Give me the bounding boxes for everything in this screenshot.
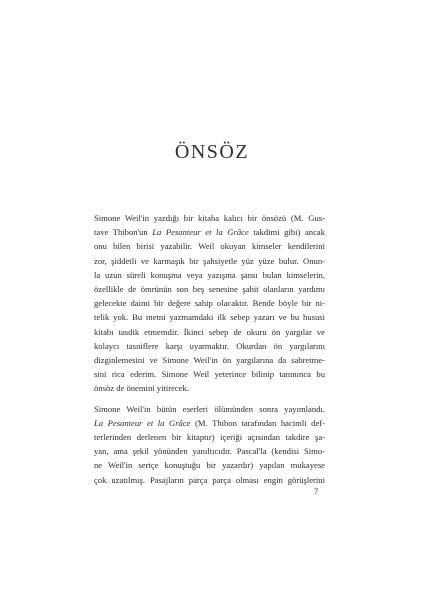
page-number: 7 (314, 486, 319, 496)
body-text (94, 211, 325, 493)
text-line: özellikle de ömrünün son beş senesine şahit olanların yardımı (94, 284, 325, 295)
text-line: çok uzatılmış. Pasajların parça parça olması engin görüşlerini (94, 474, 325, 485)
text-line: terlerinden derlenen bir kitaptır) içeriği açısından takdire şa- (94, 432, 325, 443)
text-line: tave Thibon'un La Pesanteur et la Grâce takdimi gibi) ancak (94, 227, 325, 238)
book-title: La Pesanteur et la Grâce (152, 227, 249, 238)
book-title: La Pesanteur et la Grâce (94, 417, 191, 428)
text-line: yan, ama şekil yönünden yanıltıcıdır. Pascal'la (kendisi Simo- (94, 446, 325, 457)
text-line: ne Weil'in sertçe konuştuğu bir yazardır) yapılan mukayese (94, 460, 325, 471)
text-line: la uzun süreli konuşma veya yazışma şansı bulan kimselerin, (94, 269, 325, 280)
paragraph (94, 211, 325, 396)
text-line: Simone Weil'in bütün eserleri ölümünden sonra yayımlandı. (94, 403, 325, 414)
text-line: Simone Weil'in yazdığı bir kitaba kalıcı bir önsözü (M. Gus- (94, 213, 325, 223)
page-title: ÖNSÖZ (174, 141, 250, 164)
text-line: onu bilen birisi yazabilir. Weil okuyan kimseler kendilerini (94, 241, 325, 252)
text-line: La Pesanteur et la Grâce (M. Thibon tarafından hacimli def- (94, 417, 325, 428)
text-line: telik yok. Bu metni yazmamdaki ilk sebep yazarı ve bu hususi (94, 312, 325, 323)
text-line: kitabı tasdik etmemdir. İkinci sebep de okuru ön yargılar ve (94, 326, 325, 337)
text-line: gelecekte daimi bir değere sahip olacaktır. Bende böyle bir ni- (94, 298, 325, 309)
paragraph (94, 402, 325, 487)
text-line: önsöz de önemini yitirecek. (94, 383, 189, 394)
text-line: kolaycı tasniflere karşı uyarmaktır. Okurdan ön yargılarını (94, 340, 325, 351)
text-line: dizginlemesini ve Simone Weil'in ön yargılarına da sabretme- (94, 355, 325, 366)
text-line: sini rica ederim. Simone Weil yeterince bilinip tanınınca bu (94, 369, 325, 380)
text-line: zor, şiddetli ve karmaşık bir şahsiyetle yüz yüze bulur. Onun- (94, 255, 325, 266)
